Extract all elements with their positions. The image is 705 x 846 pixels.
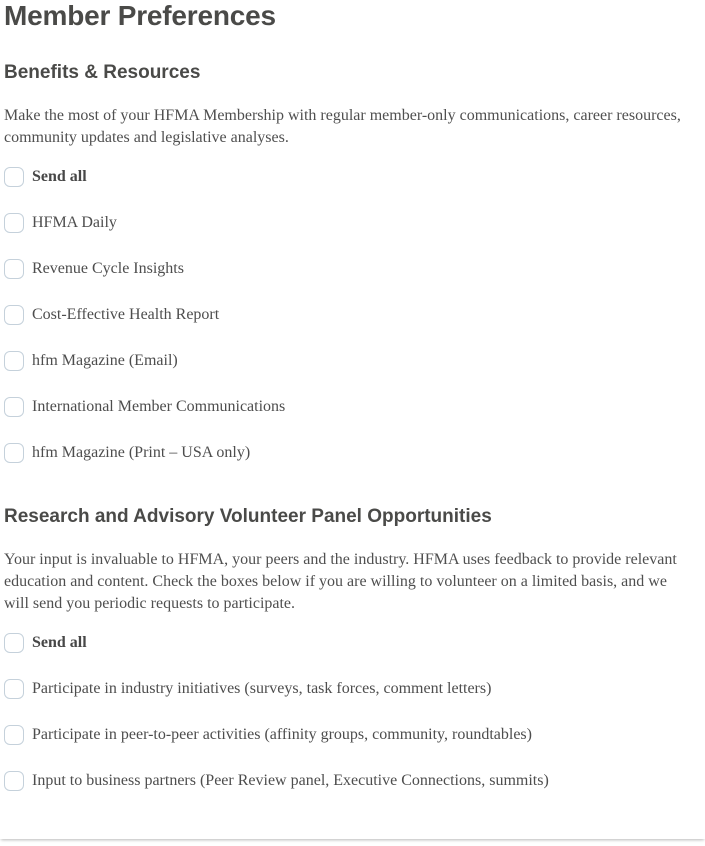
section-description: Your input is invaluable to HFMA, your peers and the industry. HFMA uses feedback to provide relevant education and content. Check the boxes below if you are willing to volunteer on a limited basis, and we will send you periodic requests to participate. bbox=[4, 551, 677, 612]
checkbox-row[interactable] bbox=[4, 443, 693, 463]
checkbox-label: Revenue Cycle Insights bbox=[32, 260, 184, 277]
checkbox[interactable] bbox=[4, 443, 24, 463]
checkbox-row[interactable] bbox=[4, 679, 693, 699]
checkbox-row[interactable] bbox=[4, 351, 693, 371]
checkbox[interactable] bbox=[4, 213, 24, 233]
checkbox-row[interactable] bbox=[4, 397, 693, 417]
checkbox-label: Send all bbox=[32, 168, 87, 185]
checkbox[interactable] bbox=[4, 633, 24, 653]
checkbox[interactable] bbox=[4, 725, 24, 745]
options-list bbox=[4, 633, 693, 791]
checkbox-label: Cost-Effective Health Report bbox=[32, 306, 220, 323]
page-title: Member Preferences bbox=[4, 0, 276, 31]
checkbox-label: Input to business partners (Peer Review panel, Executive Connections, summits) bbox=[32, 772, 549, 789]
section-description: Make the most of your HFMA Membership with regular member-only communications, career resources, community updates and legislative analyses. bbox=[4, 107, 681, 146]
checkbox-row[interactable] bbox=[4, 213, 693, 233]
checkbox[interactable] bbox=[4, 351, 24, 371]
checkbox[interactable] bbox=[4, 259, 24, 279]
checkbox[interactable] bbox=[4, 305, 24, 325]
checkbox-row[interactable] bbox=[4, 167, 693, 187]
preferences-section bbox=[4, 61, 693, 463]
checkbox[interactable] bbox=[4, 771, 24, 791]
preferences-section bbox=[4, 505, 693, 791]
checkbox-row[interactable] bbox=[4, 633, 693, 653]
checkbox[interactable] bbox=[4, 167, 24, 187]
checkbox-label: HFMA Daily bbox=[32, 214, 117, 231]
checkbox-label: hfm Magazine (Print – USA only) bbox=[32, 444, 251, 461]
checkbox-label: Participate in peer-to-peer activities (affinity groups, community, roundtables) bbox=[32, 726, 532, 743]
checkbox-row[interactable] bbox=[4, 771, 693, 791]
checkbox[interactable] bbox=[4, 397, 24, 417]
sections-container bbox=[4, 61, 693, 791]
checkbox[interactable] bbox=[4, 679, 24, 699]
section-heading: Benefits & Resources bbox=[4, 62, 201, 83]
checkbox-row[interactable] bbox=[4, 305, 693, 325]
options-list bbox=[4, 167, 693, 463]
checkbox-label: Send all bbox=[32, 634, 87, 651]
checkbox-label: Participate in industry initiatives (surveys, task forces, comment letters) bbox=[32, 680, 492, 697]
checkbox-row[interactable] bbox=[4, 259, 693, 279]
section-heading: Research and Advisory Volunteer Panel Opportunities bbox=[4, 506, 492, 527]
checkbox-row[interactable] bbox=[4, 725, 693, 745]
checkbox-label: hfm Magazine (Email) bbox=[32, 352, 178, 369]
checkbox-label: International Member Communications bbox=[32, 398, 286, 415]
